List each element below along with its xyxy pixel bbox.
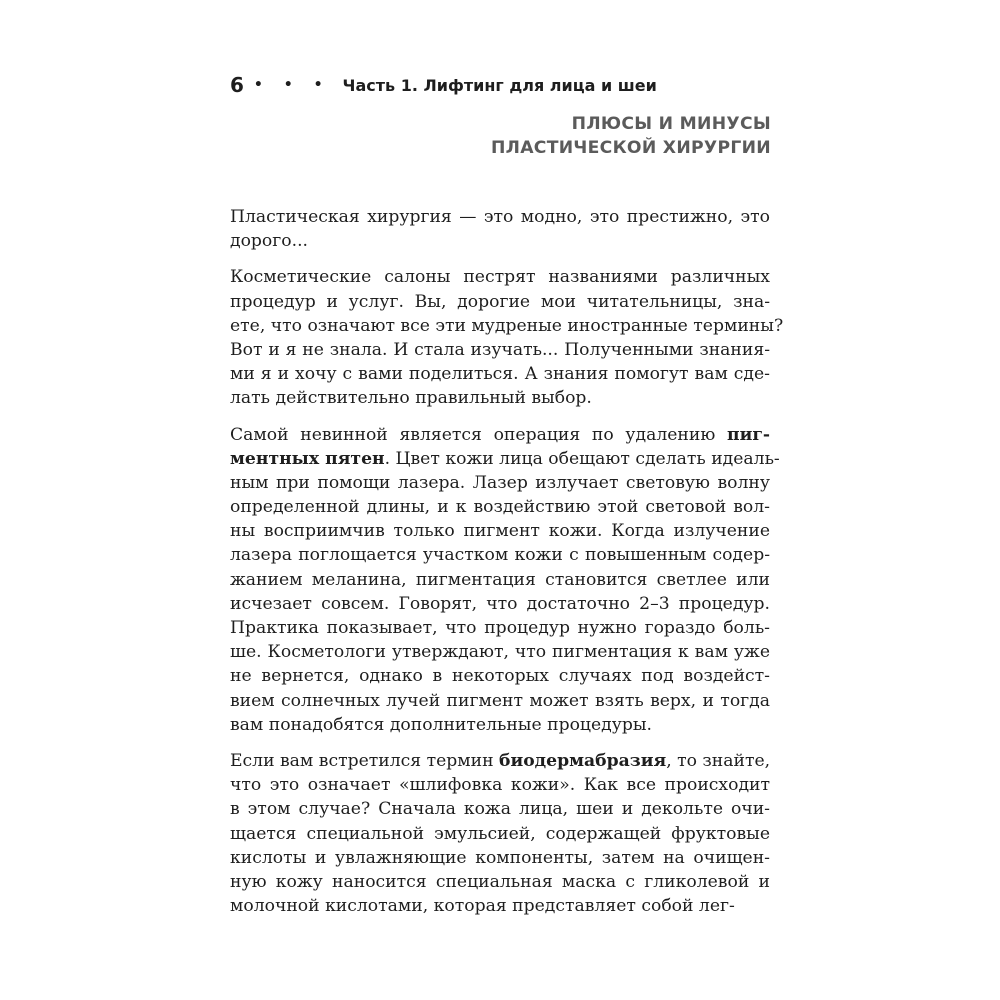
text-run: жанием меланина, пигментация становится светлее или <box>230 569 770 590</box>
text-run: Вот и я не знала. И стала изучать... Полученными знания- <box>230 339 770 360</box>
text-run: ми я и хочу с вами поделиться. А знания помогут вам сде- <box>230 364 770 385</box>
text-line <box>230 290 770 314</box>
bold-term: ментных пятен <box>230 448 385 469</box>
paragraph <box>230 265 784 410</box>
text-line <box>230 362 770 386</box>
bold-term: биодермабразия <box>499 750 667 771</box>
text-run: вием солнечных лучей пигмент может взять верх, и тогда <box>230 690 770 711</box>
text-run: определенной длины, и к воздействию этой световой вол- <box>230 497 770 518</box>
text-line <box>230 229 770 253</box>
header-dots: • • • <box>253 77 331 93</box>
text-line <box>230 689 770 713</box>
running-header <box>230 72 657 98</box>
text-line <box>230 822 770 846</box>
text-line <box>230 314 784 338</box>
text-line <box>230 894 770 918</box>
text-run: ным при помощи лазера. Лазер излучает световую волну <box>230 472 770 493</box>
text-line <box>230 519 770 543</box>
bold-term: пиг- <box>727 424 770 445</box>
text-line <box>230 870 770 894</box>
text-line <box>230 568 770 592</box>
part-title: Часть 1. Лифтинг для лица и шеи <box>342 75 657 95</box>
text-run: лазера поглощается участком кожи с повышенным содер- <box>230 545 770 566</box>
text-run: ную кожу наносится специальная маска с гликолевой и <box>230 871 770 892</box>
text-run: не вернется, однако в некоторых случаях под воздейст- <box>230 666 770 687</box>
paragraph <box>230 749 770 918</box>
text-run: Если вам встретился термин <box>230 750 499 771</box>
text-line <box>230 447 780 471</box>
body-text <box>230 205 784 930</box>
text-line <box>230 423 770 447</box>
chapter-title-line: ПЛЮСЫ И МИНУСЫ <box>571 114 771 134</box>
page-number: 6 <box>230 73 244 97</box>
text-run: дорого... <box>230 231 309 252</box>
text-run: что это означает «шлифовка кожи». Как все происходит <box>230 775 770 796</box>
text-run: Практика показывает, что процедур нужно гораздо боль- <box>230 618 770 638</box>
paragraph <box>230 423 780 737</box>
text-run: Самой невинной является операция по удалению <box>230 424 727 445</box>
text-run: процедур и услуг. Вы, дорогие мои читательницы, зна- <box>230 291 770 312</box>
text-line <box>230 797 770 821</box>
text-run: кислоты и увлажняющие компоненты, затем на очищен- <box>230 847 770 868</box>
text-line <box>230 495 770 519</box>
text-line <box>230 386 770 410</box>
text-run: лать действительно правильный выбор. <box>230 388 592 409</box>
text-line <box>230 773 770 797</box>
text-run: . Цвет кожи лица обещают сделать идеаль- <box>384 448 780 469</box>
text-run: вам понадобятся дополнительные процедуры. <box>230 714 652 735</box>
text-run: в этом случае? Сначала кожа лица, шеи и декольте очи- <box>230 799 770 820</box>
paragraph <box>230 205 770 253</box>
text-line <box>230 592 770 616</box>
text-run: ны восприимчив только пигмент кожи. Когда излучение <box>230 521 770 542</box>
chapter-title-line: ПЛАСТИЧЕСКОЙ ХИРУРГИИ <box>490 138 771 159</box>
text-line <box>230 640 770 664</box>
text-line <box>230 205 770 229</box>
text-run: ше. Косметологи утверждают, что пигментация к вам уже <box>230 642 770 663</box>
text-line <box>230 338 770 362</box>
text-line <box>230 713 770 737</box>
text-run: молочной кислотами, которая представляет собой лег- <box>230 896 735 917</box>
text-line <box>230 846 770 870</box>
text-line <box>230 664 770 688</box>
text-line <box>230 543 770 567</box>
text-line <box>230 265 770 289</box>
text-run: , то знайте, <box>666 750 771 771</box>
text-line <box>230 616 770 640</box>
chapter-title <box>491 112 771 160</box>
text-run: Косметические салоны пестрят названиями различных <box>230 267 770 288</box>
text-run: ете, что означают все эти мудреные иностранные термины? <box>230 315 784 336</box>
text-run: щается специальной эмульсией, содержащей фруктовые <box>230 823 770 844</box>
text-run: исчезает совсем. Говорят, что достаточно 2–3 процедур. <box>230 593 770 614</box>
text-line <box>230 749 770 773</box>
text-run: Пластическая хирургия — это модно, это престижно, это <box>230 207 770 227</box>
text-line <box>230 471 770 495</box>
